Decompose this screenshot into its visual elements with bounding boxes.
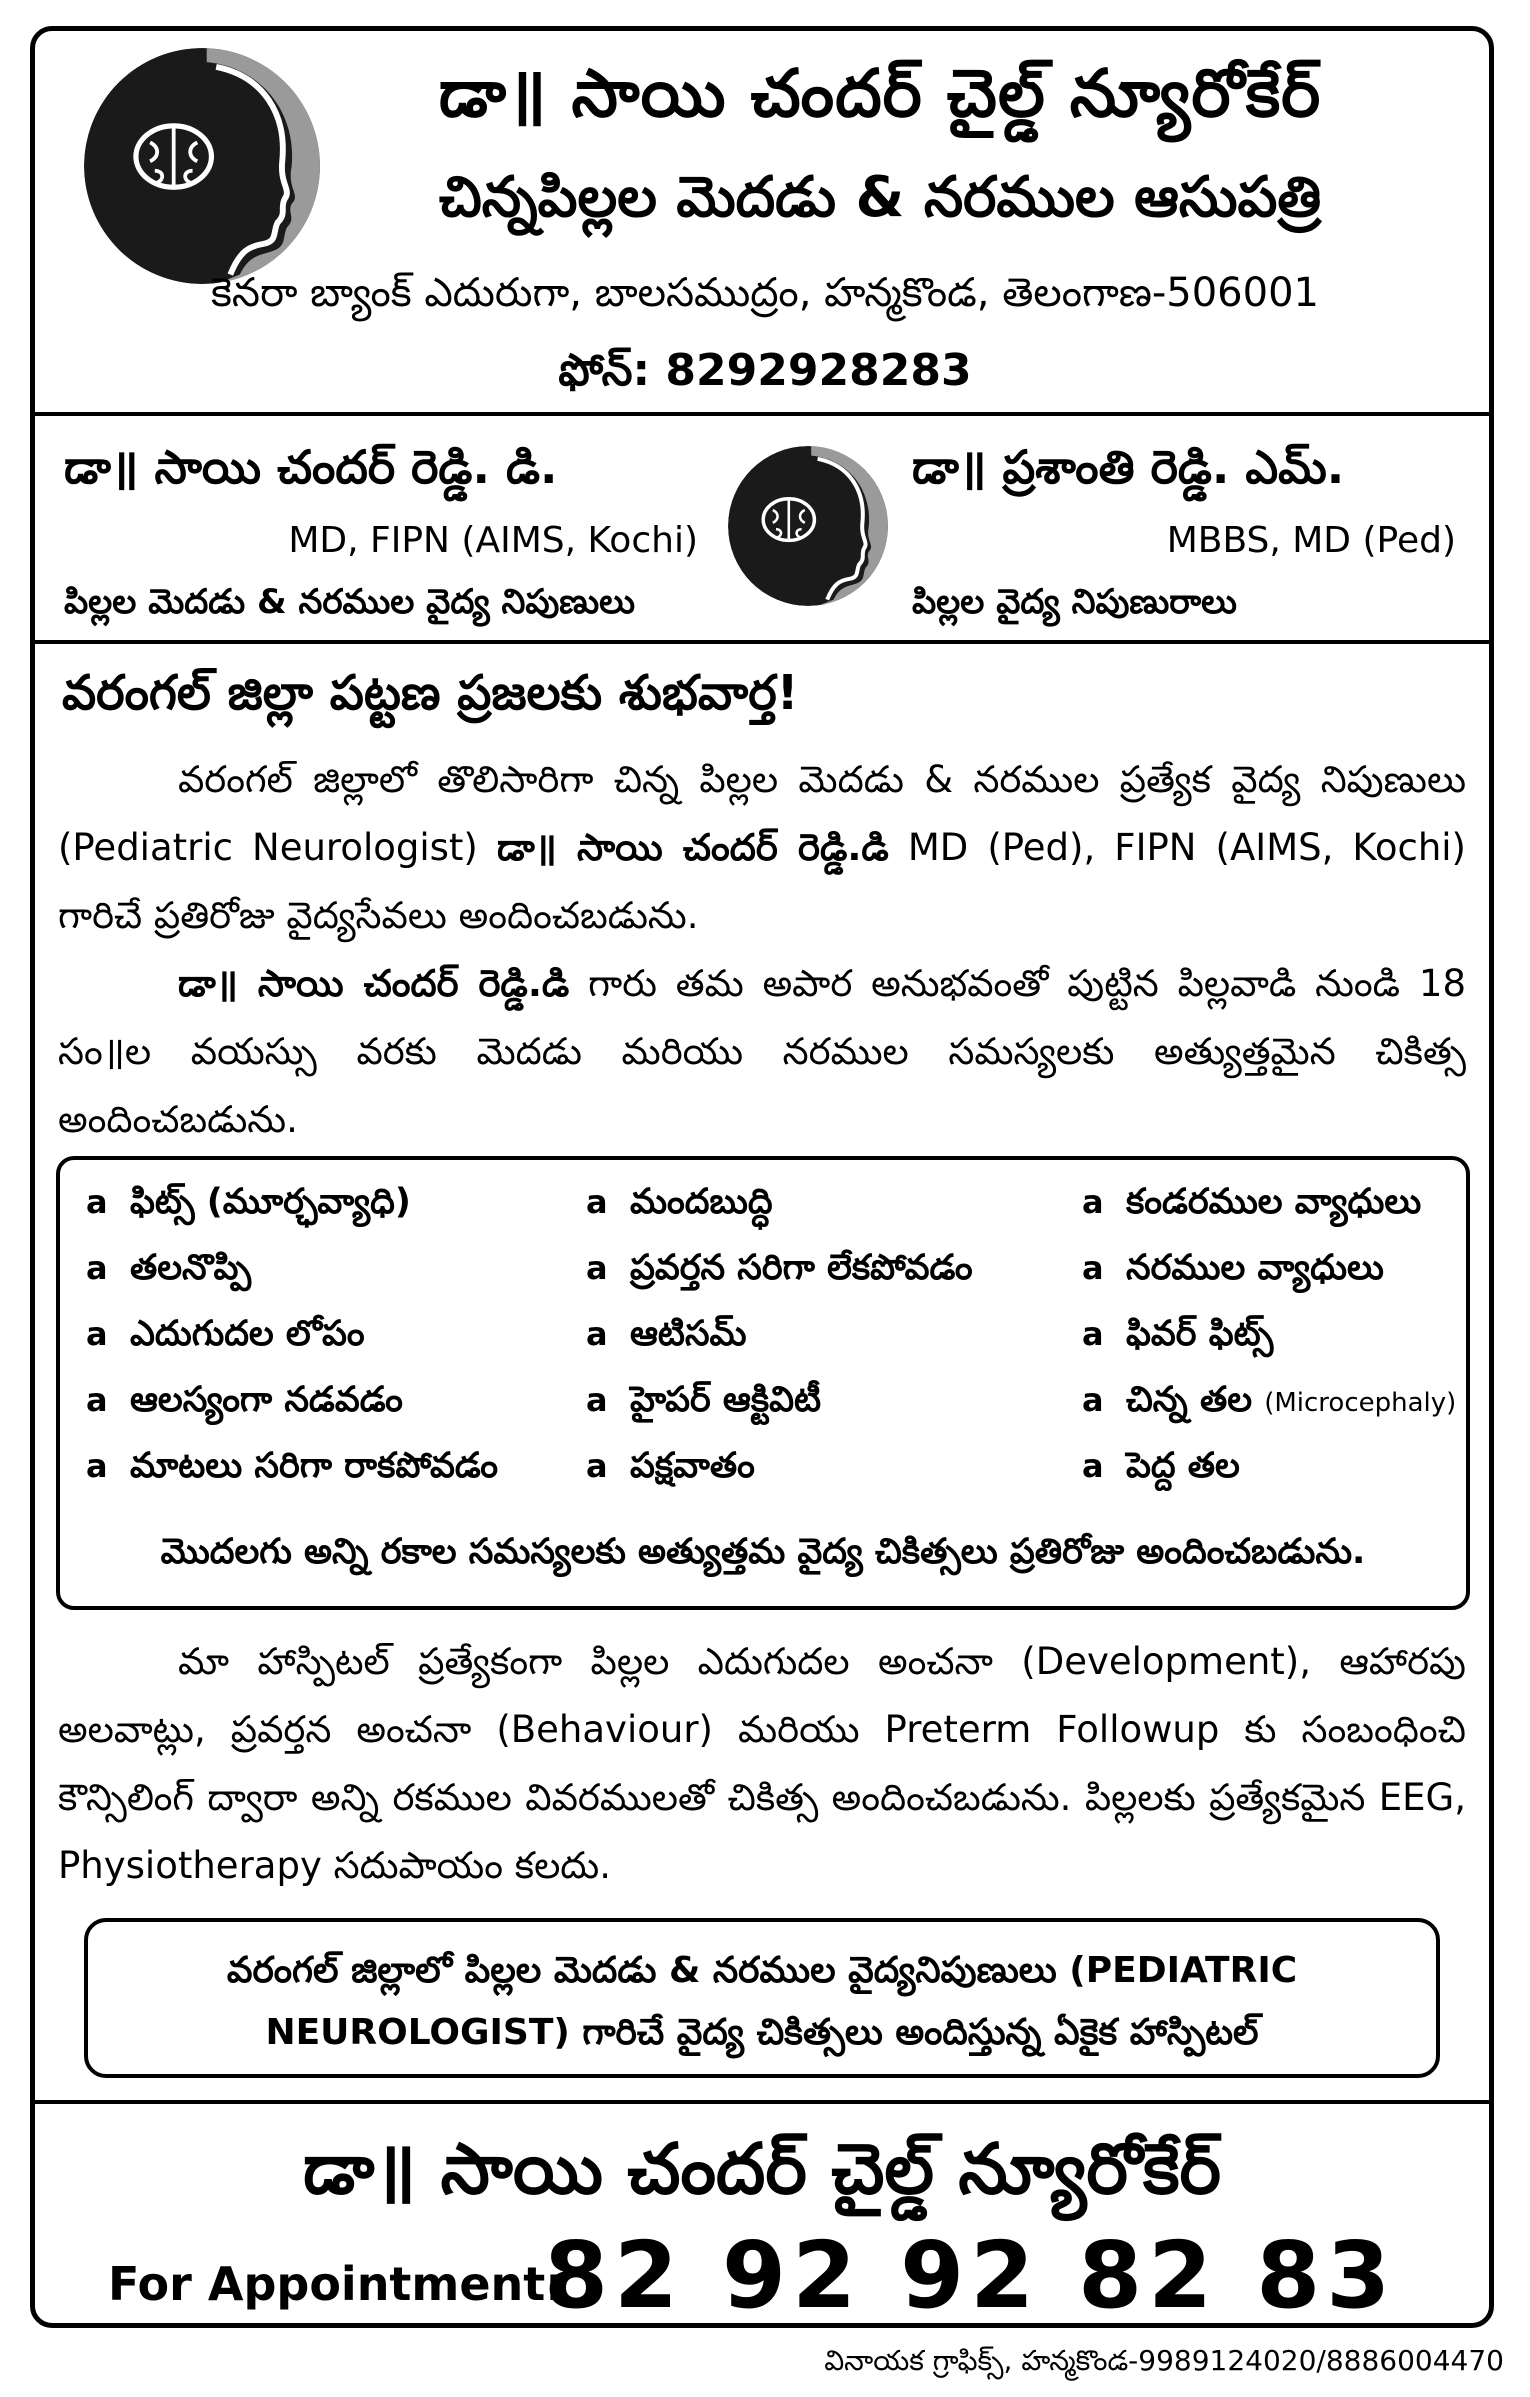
p2-text-b: గారు తమ అపార అనుభవంతో పుట్టిన పిల్లవాడి నుండి 18 సం॥ల వయస్సు వరకు మెదడు మరియు నరముల సమస్యలకు అత్యుత్తమైన చికిత్స అందించబడును. xyxy=(58,962,1466,1141)
hospital-phone: ఫోన్: 8292928283 xyxy=(558,345,972,396)
p2-doctor-name: డా॥ సాయి చందర్ రెడ్డి.డి xyxy=(178,962,570,1005)
footer-hospital-name: డా॥ సాయి చందర్ చైల్డ్ న్యూరోకేర్ xyxy=(302,2128,1222,2210)
condition-item: a ఎదుగుదల లోపం xyxy=(86,1314,365,1354)
condition-item: a నరముల వ్యాధులు xyxy=(1082,1248,1384,1288)
condition-item: a తలనొప్పి xyxy=(86,1248,252,1288)
appointment-number: 82 92 92 82 83 xyxy=(544,2222,1397,2329)
services-paragraph xyxy=(58,1628,1466,1900)
services-text: మా హాస్పిటల్ ప్రత్యేకంగా పిల్లల ఎదుగుదల అంచనా (Development), ఆహారపు అలవాట్లు, ప్రవర్తన అంచనా (Behaviour) మరియు Preterm Followup కు సంబంధించి కౌన్సిలింగ్ ద్వారా అన్ని రకముల వివరములతో చికిత్స అందించబడును. పిల్లలకు ప్రత్యేకమైన EEG, Physiotherapy సదుపాయం కలదు. xyxy=(58,1640,1466,1887)
condition-item: a ఆలస్యంగా నడవడం xyxy=(86,1380,403,1420)
condition-item: a పక్షవాతం xyxy=(586,1446,755,1486)
doctor-1-qualification: MD, FIPN (AIMS, Kochi) xyxy=(288,520,698,561)
p1-text-a: వరంగల్ జిల్లాలో తొలిసారిగా చిన్న పిల్లల మెదడు & నరముల ప్రత్యేక వైద్య నిపుణులు (Pediatric Neurologist) xyxy=(58,758,1466,869)
p1-text-c: MD (Ped), FIPN (AIMS, Kochi) గారిచే ప్రతిరోజు వైద్యసేవలు అందించబడును. xyxy=(58,826,1466,937)
condition-item: a ఫివర్ ఫిట్స్ xyxy=(1082,1314,1274,1354)
microcephaly-note: (Microcephaly) xyxy=(1264,1388,1457,1418)
unique-hospital-box xyxy=(84,1918,1440,2078)
divider xyxy=(30,2100,1494,2104)
announcement-heading: వరంగల్ జిల్లా పట్టణ ప్రజలకు శుభవార్త! xyxy=(62,665,799,721)
brain-head-logo-icon xyxy=(84,48,320,284)
announcement-paragraph-1 xyxy=(58,746,1466,950)
divider xyxy=(30,640,1494,644)
condition-item: a మందబుద్ధి xyxy=(586,1182,773,1222)
appointment-label: For Appointment: xyxy=(108,2257,564,2311)
doctor-2-name: డా॥ ప్రశాంతి రెడ్డి. ఎమ్. xyxy=(912,440,1345,494)
condition-item: a ఆటిసమ్ xyxy=(586,1314,747,1354)
condition-item: a ప్రవర్తన సరిగా లేకపోవడం xyxy=(586,1248,973,1288)
p1-doctor-name: డా॥ సాయి చందర్ రెడ్డి.డి xyxy=(496,826,889,869)
hospital-address: కెనరా బ్యాంక్ ఎదురుగా, బాలసముద్రం, హన్మకొండ, తెలంగాణ-506001 xyxy=(211,270,1319,316)
condition-item: a ఫిట్స్ (మూర్ఛవ్యాధి) xyxy=(86,1182,411,1222)
hospital-name: డా॥ సాయి చందర్ చైల్డ్ న్యూరోకేర్ xyxy=(438,55,1322,132)
conditions-box xyxy=(56,1156,1470,1610)
doctor-2-specialty: పిల్లల వైద్య నిపుణురాలు xyxy=(912,582,1237,622)
print-credit: వినాయక గ్రాఫిక్స్, హన్మకొండ-9989124020/8886004470 xyxy=(824,2344,1504,2377)
doctor-1-specialty: పిల్లల మెదడు & నరముల వైద్య నిపుణులు xyxy=(64,582,636,622)
condition-item: a కండరముల వ్యాధులు xyxy=(1082,1182,1422,1222)
divider xyxy=(30,412,1494,416)
condition-item: a చిన్న తల (Microcephaly) xyxy=(1082,1380,1457,1420)
announcement-paragraph-2 xyxy=(58,950,1466,1154)
conditions-footer: మొదలగు అన్ని రకాల సమస్యలకు అత్యుత్తమ వైద్య చికిత్సలు ప్రతిరోజు అందించబడును. xyxy=(160,1532,1366,1572)
condition-item: a పెద్ద తల xyxy=(1082,1446,1240,1486)
doctor-2-qualification: MBBS, MD (Ped) xyxy=(1166,520,1456,561)
unique-hospital-text: వరంగల్ జిల్లాలో పిల్లల మెదడు & నరముల వైద్యనిపుణులు (PEDIATRIC NEUROLOGIST) గారిచే వైద్య చికిత్సలు అందిస్తున్న ఏకైక హాస్పిటల్ xyxy=(226,1950,1298,2053)
condition-item: a హైపర్ ఆక్టివిటీ xyxy=(586,1380,822,1420)
doctor-1-name: డా॥ సాయి చందర్ రెడ్డి. డి. xyxy=(64,440,558,494)
hospital-subtitle: చిన్నపిల్లల మెదడు & నరముల ఆసుపత్రి xyxy=(438,165,1322,230)
brain-head-logo-small-icon xyxy=(728,446,888,606)
condition-item: a మాటలు సరిగా రాకపోవడం xyxy=(86,1446,499,1486)
